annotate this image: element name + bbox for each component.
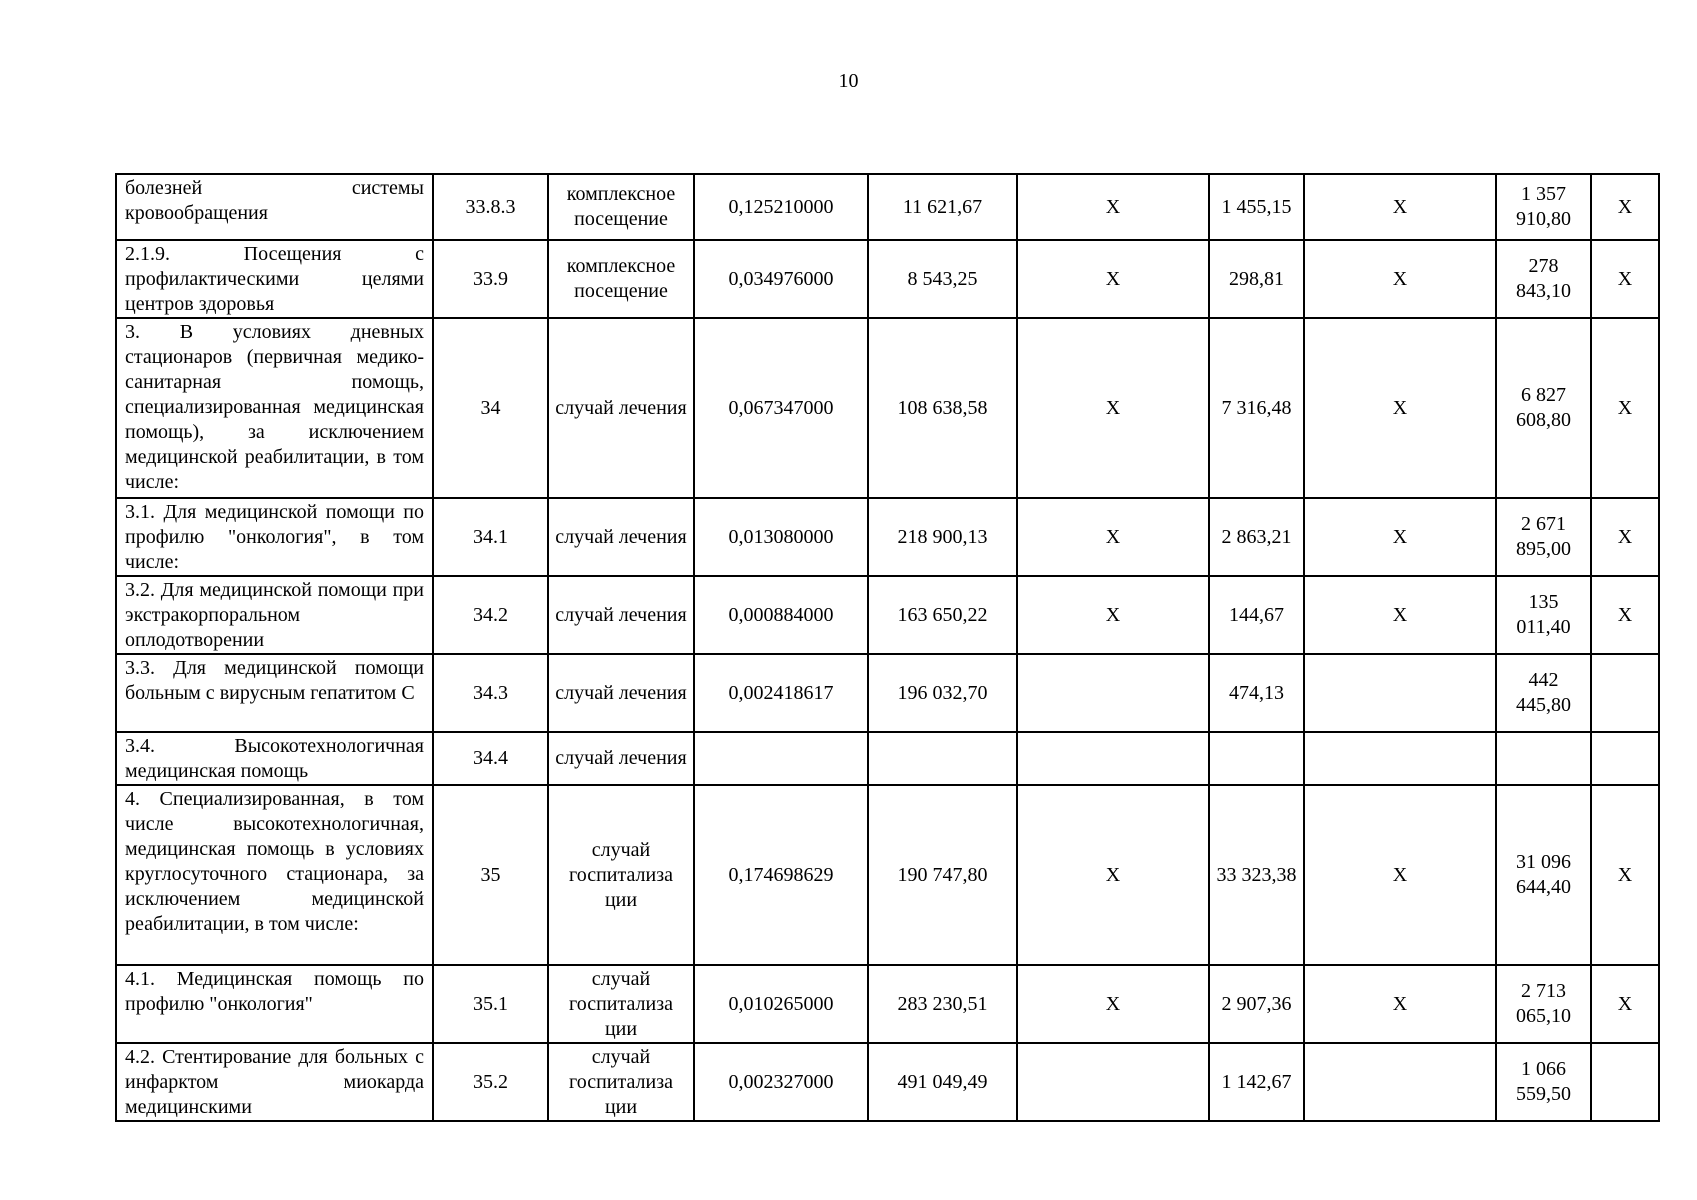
row-unit-cell: случай госпитализа ции — [548, 965, 694, 1043]
table-row — [116, 654, 1659, 732]
row-cost-cell: 190 747,80 — [868, 785, 1017, 965]
row-col7-cell: 2 907,36 — [1209, 965, 1304, 1043]
row-cost-cell: 196 032,70 — [868, 654, 1017, 732]
table-row — [116, 240, 1659, 318]
table-row — [116, 576, 1659, 654]
row-code-cell: 34.4 — [433, 732, 548, 785]
row-col6-cell: X — [1017, 785, 1209, 965]
row-cost-cell — [868, 732, 1017, 785]
row-col10-cell — [1591, 1043, 1659, 1121]
row-name-cell: болезней системы кровообращения — [116, 174, 433, 240]
row-col10-cell: X — [1591, 965, 1659, 1043]
row-unit-cell: комплексное посещение — [548, 240, 694, 318]
row-col7-cell — [1209, 732, 1304, 785]
row-col8-cell — [1304, 1043, 1496, 1121]
row-col7-cell: 144,67 — [1209, 576, 1304, 654]
row-code-cell: 35.2 — [433, 1043, 548, 1121]
row-cost-cell: 108 638,58 — [868, 318, 1017, 498]
table-row — [116, 732, 1659, 785]
row-col6-cell: X — [1017, 174, 1209, 240]
row-col9-cell: 278 843,10 — [1496, 240, 1591, 318]
table-row — [116, 1043, 1659, 1121]
table-row — [116, 498, 1659, 576]
row-norm-cell: 0,067347000 — [694, 318, 868, 498]
row-col7-cell: 7 316,48 — [1209, 318, 1304, 498]
row-col6-cell — [1017, 1043, 1209, 1121]
row-code-cell: 34.2 — [433, 576, 548, 654]
row-col10-cell — [1591, 654, 1659, 732]
row-code-cell: 34.1 — [433, 498, 548, 576]
row-cost-cell: 163 650,22 — [868, 576, 1017, 654]
row-col6-cell — [1017, 654, 1209, 732]
row-col9-cell: 2 671 895,00 — [1496, 498, 1591, 576]
row-name-cell: 2.1.9. Посещения с профилактическими целями центров здоровья — [116, 240, 433, 318]
row-col8-cell: X — [1304, 785, 1496, 965]
row-col9-cell: 6 827 608,80 — [1496, 318, 1591, 498]
row-col10-cell: X — [1591, 498, 1659, 576]
row-col7-cell: 2 863,21 — [1209, 498, 1304, 576]
row-col6-cell: X — [1017, 498, 1209, 576]
row-col9-cell — [1496, 732, 1591, 785]
row-norm-cell: 0,002327000 — [694, 1043, 868, 1121]
row-code-cell: 35.1 — [433, 965, 548, 1043]
row-unit-cell: случай лечения — [548, 732, 694, 785]
row-col9-cell: 1 066 559,50 — [1496, 1043, 1591, 1121]
row-code-cell: 34.3 — [433, 654, 548, 732]
row-unit-cell: случай лечения — [548, 498, 694, 576]
row-col8-cell: X — [1304, 576, 1496, 654]
data-table — [115, 173, 1660, 1122]
row-norm-cell — [694, 732, 868, 785]
row-norm-cell: 0,034976000 — [694, 240, 868, 318]
row-col9-cell: 31 096 644,40 — [1496, 785, 1591, 965]
row-code-cell: 34 — [433, 318, 548, 498]
row-name-cell: 3.2. Для медицинской помощи при экстракорпоральном оплодотворении — [116, 576, 433, 654]
row-unit-cell: случай госпитализа ции — [548, 785, 694, 965]
row-col9-cell: 1 357 910,80 — [1496, 174, 1591, 240]
table-body — [116, 174, 1659, 1121]
row-cost-cell: 283 230,51 — [868, 965, 1017, 1043]
row-name-cell: 3. В условиях дневных стационаров (первичная медико-санитарная помощь, специализированная медицинская помощь), за исключением медицинской реабилитации, в том числе: — [116, 318, 433, 498]
page-number: 10 — [838, 70, 859, 92]
row-name-cell: 3.3. Для медицинской помощи больным с вирусным гепатитом С — [116, 654, 433, 732]
row-col8-cell: X — [1304, 318, 1496, 498]
row-col7-cell: 33 323,38 — [1209, 785, 1304, 965]
row-cost-cell: 491 049,49 — [868, 1043, 1017, 1121]
row-cost-cell: 8 543,25 — [868, 240, 1017, 318]
row-code-cell: 33.8.3 — [433, 174, 548, 240]
row-col7-cell: 298,81 — [1209, 240, 1304, 318]
table-row — [116, 785, 1659, 965]
row-col8-cell: X — [1304, 965, 1496, 1043]
row-col6-cell: X — [1017, 318, 1209, 498]
row-norm-cell: 0,000884000 — [694, 576, 868, 654]
row-code-cell: 33.9 — [433, 240, 548, 318]
row-norm-cell: 0,125210000 — [694, 174, 868, 240]
row-col6-cell — [1017, 732, 1209, 785]
table-row — [116, 174, 1659, 240]
row-col10-cell: X — [1591, 318, 1659, 498]
row-name-cell: 4. Специализированная, в том числе высокотехнологичная, медицинская помощь в условиях круглосуточного стационара, за исключением медицинской реабилитации, в том числе: — [116, 785, 433, 965]
row-col8-cell: X — [1304, 174, 1496, 240]
row-norm-cell: 0,013080000 — [694, 498, 868, 576]
row-col6-cell: X — [1017, 965, 1209, 1043]
row-name-cell: 3.1. Для медицинской помощи по профилю "онкология", в том числе: — [116, 498, 433, 576]
row-unit-cell: случай лечения — [548, 654, 694, 732]
row-cost-cell: 11 621,67 — [868, 174, 1017, 240]
row-name-cell: 4.2. Стентирование для больных с инфарктом миокарда медицинскими — [116, 1043, 433, 1121]
row-cost-cell: 218 900,13 — [868, 498, 1017, 576]
row-col9-cell: 135 011,40 — [1496, 576, 1591, 654]
row-code-cell: 35 — [433, 785, 548, 965]
row-col10-cell: X — [1591, 785, 1659, 965]
row-col7-cell: 1 455,15 — [1209, 174, 1304, 240]
row-name-cell: 3.4. Высокотехнологичная медицинская помощь — [116, 732, 433, 785]
row-col9-cell: 442 445,80 — [1496, 654, 1591, 732]
row-col8-cell: X — [1304, 240, 1496, 318]
row-name-cell: 4.1. Медицинская помощь по профилю "онкология" — [116, 965, 433, 1043]
row-col7-cell: 1 142,67 — [1209, 1043, 1304, 1121]
row-col10-cell: X — [1591, 576, 1659, 654]
row-unit-cell: случай лечения — [548, 576, 694, 654]
row-col10-cell: X — [1591, 240, 1659, 318]
row-unit-cell: комплексное посещение — [548, 174, 694, 240]
row-col10-cell — [1591, 732, 1659, 785]
row-col8-cell — [1304, 654, 1496, 732]
row-norm-cell: 0,002418617 — [694, 654, 868, 732]
table-row — [116, 318, 1659, 498]
row-col6-cell: X — [1017, 240, 1209, 318]
row-col9-cell: 2 713 065,10 — [1496, 965, 1591, 1043]
row-col8-cell — [1304, 732, 1496, 785]
row-col7-cell: 474,13 — [1209, 654, 1304, 732]
row-col8-cell: X — [1304, 498, 1496, 576]
row-norm-cell: 0,174698629 — [694, 785, 868, 965]
row-norm-cell: 0,010265000 — [694, 965, 868, 1043]
row-unit-cell: случай лечения — [548, 318, 694, 498]
row-unit-cell: случай госпитализа ции — [548, 1043, 694, 1121]
table-row — [116, 965, 1659, 1043]
row-col10-cell: X — [1591, 174, 1659, 240]
row-col6-cell: X — [1017, 576, 1209, 654]
